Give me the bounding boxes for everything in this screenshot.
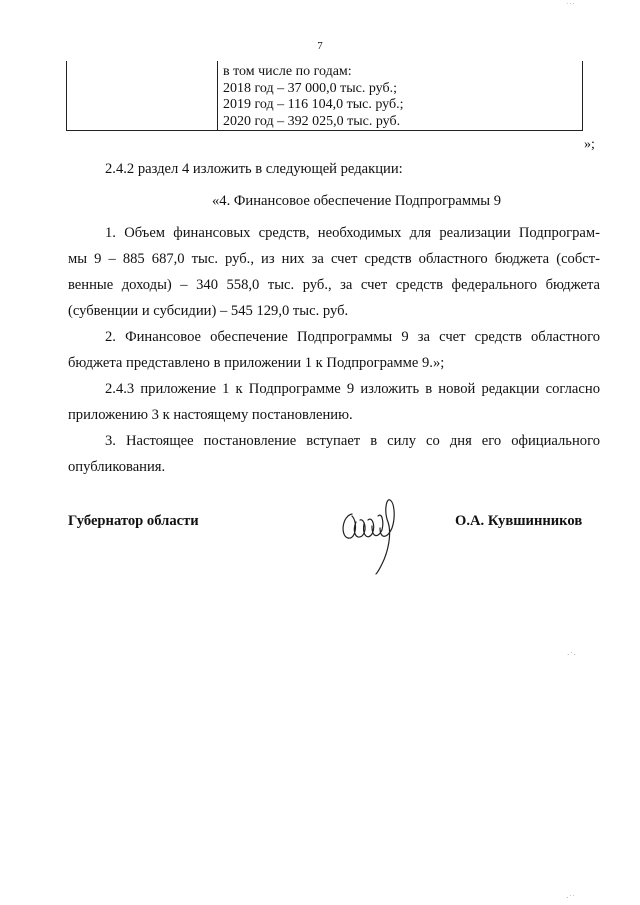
paragraph-line: 2.4.3 приложение 1 к Подпрограмме 9 изложить в новой редакции согласно: [105, 381, 600, 397]
paragraph-line: опубликования.: [68, 459, 166, 475]
page-number: 7: [317, 40, 323, 52]
corner-scan-mark: ˙˙˙: [566, 2, 576, 10]
signatory-position: Губернатор области: [68, 513, 199, 529]
paragraph-line: 2. Финансовое обеспечение Подпрограммы 9 за счет средств областного: [105, 329, 600, 345]
paragraph-line: (субвенции и субсидии) – 545 129,0 тыс. руб.: [68, 303, 349, 319]
table-cell-line: в том числе по годам:: [223, 64, 352, 79]
paragraph-line: бюджета представлено в приложении 1 к Подпрограмме 9.»;: [68, 355, 445, 371]
paragraph-line: 3. Настоящее постановление вступает в силу со дня его официального: [105, 433, 600, 449]
handwritten-signature: [338, 492, 412, 576]
paragraph-line: мы 9 – 885 687,0 тыс. руб., из них за счет средств областного бюджета (собст-: [68, 251, 600, 267]
corner-scan-mark: ·˙˙: [566, 894, 576, 902]
paragraph-line: 1. Объем финансовых средств, необходимых для реализации Подпрограм-: [105, 225, 600, 241]
table-cell-line: 2019 год – 116 104,0 тыс. руб.;: [223, 97, 404, 112]
paragraph-line: венные доходы) – 340 558,0 тыс. руб., за счет средств федерального бюджета: [68, 277, 600, 293]
paragraph-line: приложению 3 к настоящему постановлению.: [68, 407, 353, 423]
signatory-name: О.А. Кувшинников: [455, 513, 583, 529]
table-cell-line: 2020 год – 392 025,0 тыс. руб.: [223, 113, 401, 129]
table-column-divider: [217, 61, 218, 130]
table-cell-line: 2018 год – 37 000,0 тыс. руб.;: [223, 80, 397, 96]
financing-table-fragment: [66, 61, 583, 131]
item-2-4-2: 2.4.2 раздел 4 изложить в следующей редакции:: [105, 161, 403, 177]
closing-quote: »;: [584, 137, 595, 152]
corner-scan-mark: ·˙·: [567, 651, 577, 659]
table-cell-years: [223, 64, 578, 130]
section-heading: «4. Финансовое обеспечение Подпрограммы 9: [212, 193, 502, 209]
